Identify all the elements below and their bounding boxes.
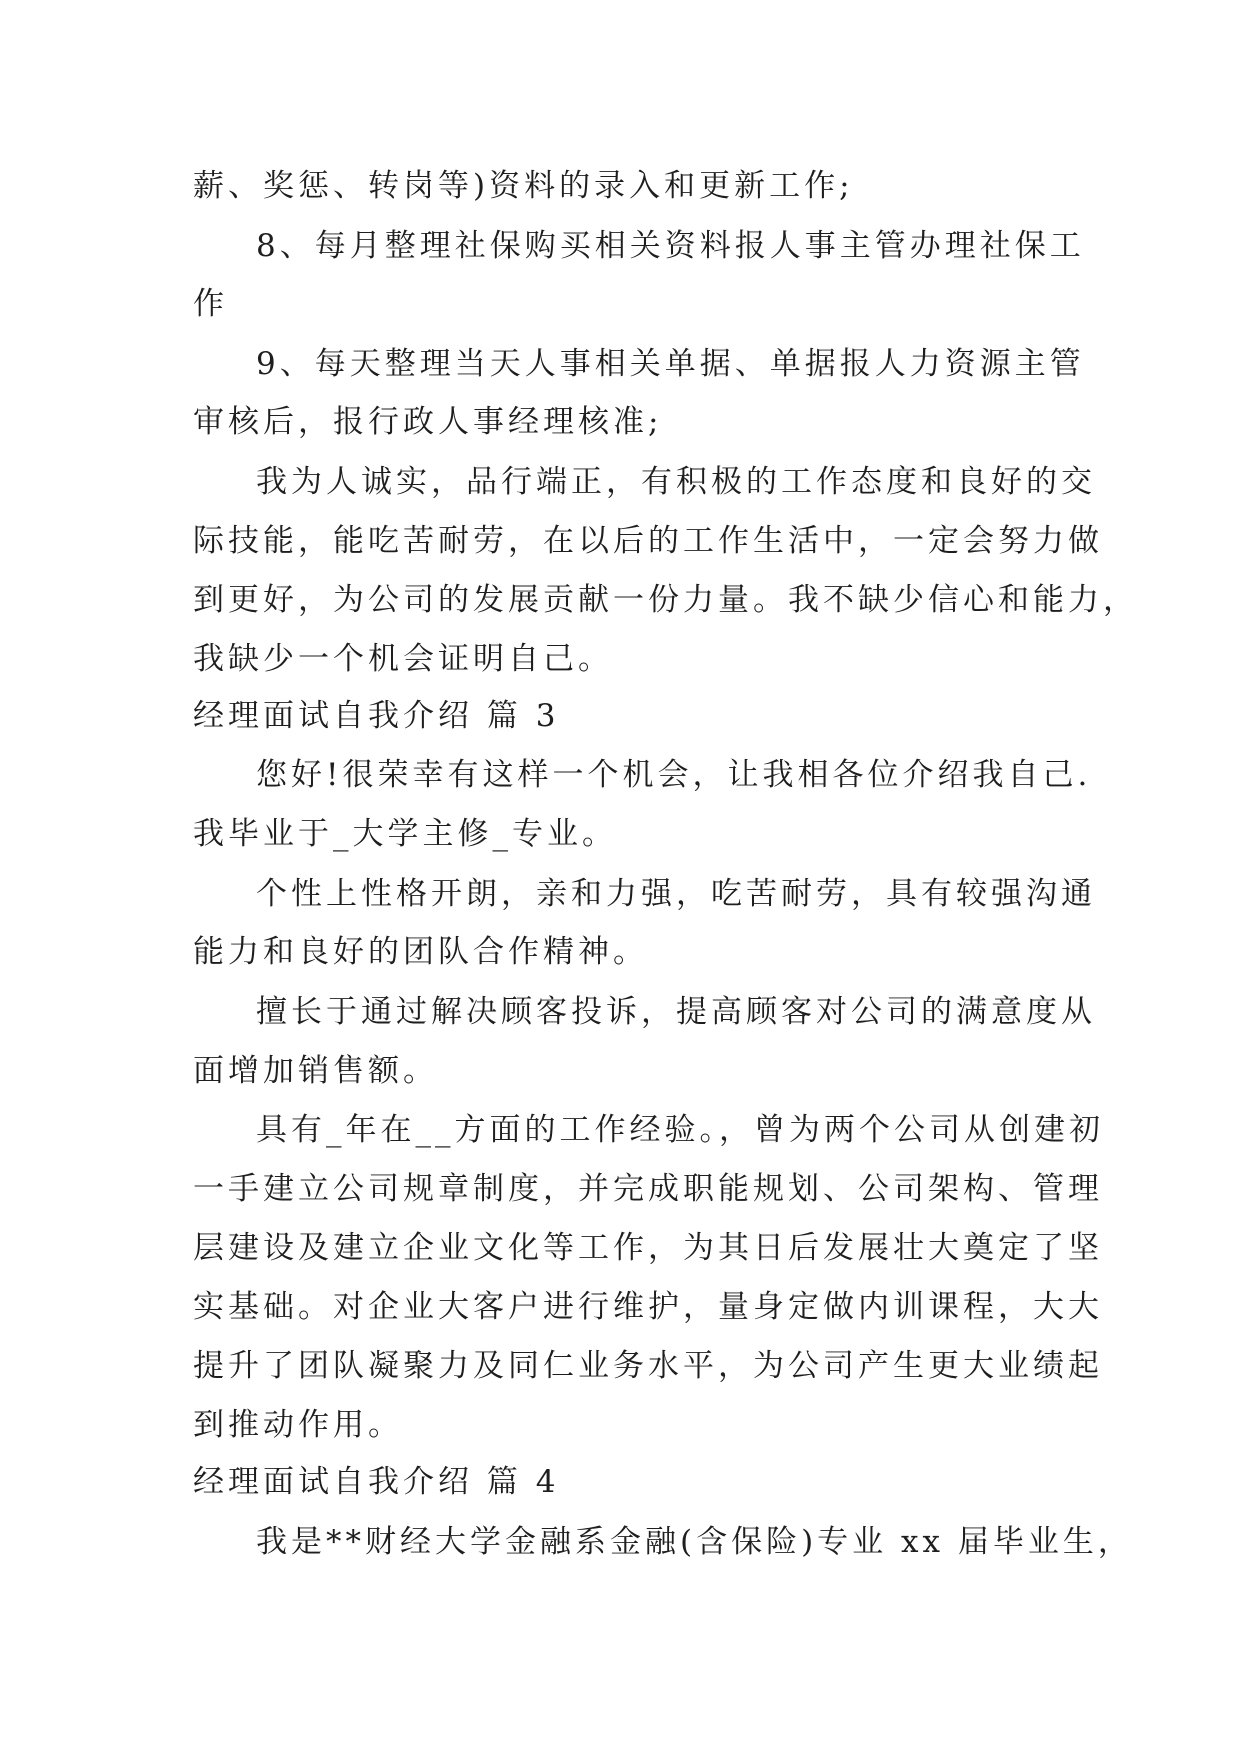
- paragraph-start: 我是**财经大学金融系金融(含保险)专业 xx 届毕业生，: [256, 1524, 1133, 1560]
- body-text-line: 到更好，为公司的发展贡献一份力量。我不缺少信心和能力，: [193, 582, 1138, 618]
- body-text-line: 薪、奖惩、转岗等)资料的录入和更新工作;: [193, 168, 854, 204]
- body-text-line: 一手建立公司规章制度，并完成职能规划、公司架构、管理: [193, 1171, 1103, 1207]
- paragraph-start: 您好!很荣幸有这样一个机会，让我相各位介绍我自己.: [256, 757, 1092, 793]
- body-text-line: 能力和良好的团队合作精神。: [193, 934, 648, 970]
- list-item-9: 9、每天整理当天人事相关单据、单据报人力资源主管: [256, 346, 1085, 382]
- paragraph-start: 擅长于通过解决顾客投诉，提高顾客对公司的满意度从: [256, 994, 1096, 1030]
- body-text-line: 我缺少一个机会证明自己。: [193, 641, 613, 677]
- body-text-line: 提升了团队凝聚力及同仁业务水平，为公司产生更大业绩起: [193, 1348, 1103, 1384]
- body-text-line: 面增加销售额。: [193, 1053, 438, 1089]
- body-text-line: 际技能，能吃苦耐劳，在以后的工作生活中，一定会努力做: [193, 523, 1103, 559]
- paragraph-start: 个性上性格开朗，亲和力强，吃苦耐劳，具有较强沟通: [256, 876, 1096, 912]
- body-text-line: 层建设及建立企业文化等工作，为其日后发展壮大奠定了坚: [193, 1230, 1103, 1266]
- body-text-line: 实基础。对企业大客户进行维护，量身定做内训课程，大大: [193, 1289, 1103, 1325]
- section-heading: 经理面试自我介绍 篇 3: [193, 698, 560, 734]
- body-text-line: 到推动作用。: [193, 1407, 403, 1443]
- paragraph-start: 具有_年在__方面的工作经验。，曾为两个公司从创建初: [256, 1112, 1104, 1148]
- list-item-8: 8、每月整理社保购买相关资料报人事主管办理社保工: [256, 228, 1085, 264]
- paragraph-start: 我为人诚实，品行端正，有积极的工作态度和良好的交: [256, 464, 1096, 500]
- body-text-line: 作: [193, 286, 228, 322]
- body-text-line: 审核后，报行政人事经理核准;: [193, 404, 663, 440]
- body-text-line: 我毕业于_大学主修_专业。: [193, 816, 617, 852]
- section-heading: 经理面试自我介绍 篇 4: [193, 1464, 560, 1500]
